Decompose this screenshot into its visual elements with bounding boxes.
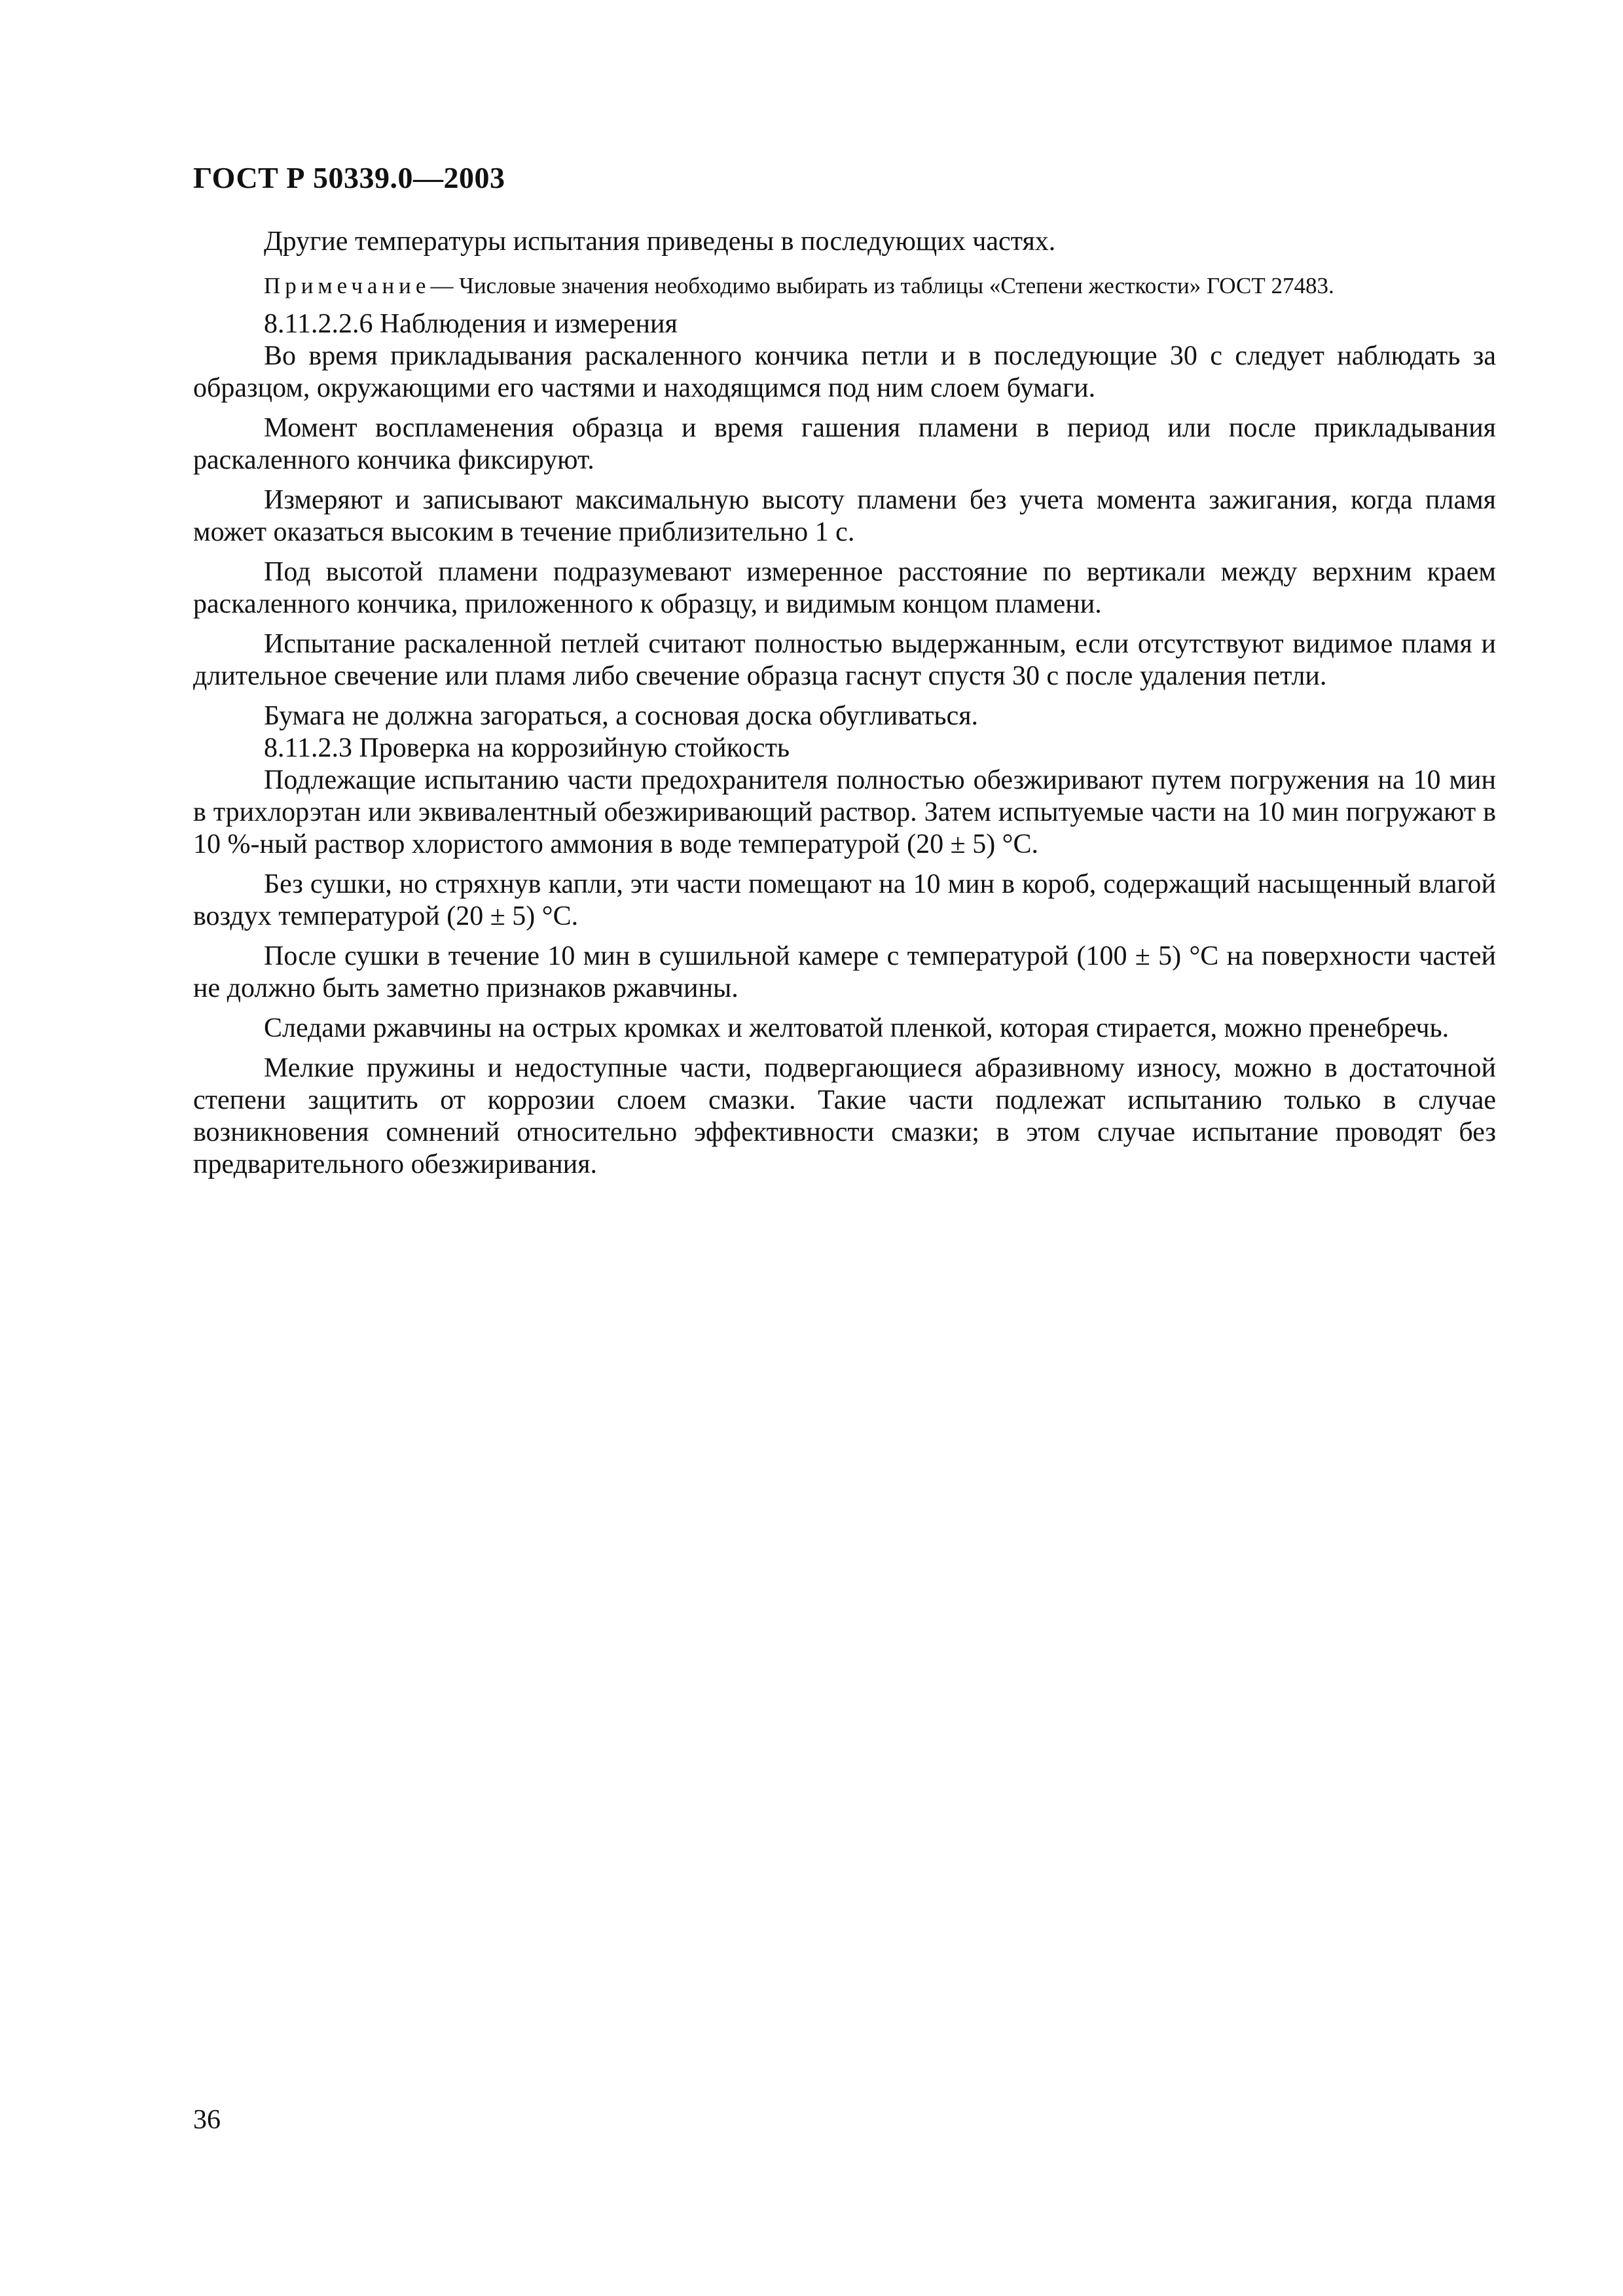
section-heading-observations: 8.11.2.2.6 Наблюдения и измерения: [264, 309, 678, 339]
section-heading-corrosion: 8.11.2.3 Проверка на коррозийную стойкость: [264, 733, 790, 763]
paragraph-drying-chamber: После сушки в течение 10 мин в сушильной камере с температурой (100 ± 5) °С на поверхности частей не должно быть заметно признаков ржавчины.: [193, 941, 1496, 1003]
paragraph-rust-traces: Следами ржавчины на острых кромках и желтоватой пленкой, которая стирается, можно пренебречь.: [264, 1013, 1450, 1043]
paragraph-humid-box: Без сушки, но стряхнув капли, эти части помещают на 10 мин в короб, содержащий насыщенный влагой воздух температурой (20 ± 5) °С.: [193, 869, 1496, 931]
paragraph-degreasing: Подлежащие испытанию части предохранителя полностью обезжиривают путем погружения на 10 мин в трихлорэтан или эквивалентный обезжиривающий раствор. Затем испытуемые части на 10 мин погружают в 10 %-ный раствор хлористого аммония в воде температурой (20 ± 5) °С.: [193, 765, 1496, 859]
page-number: 36: [193, 2105, 221, 2135]
paragraph-flame-height-definition: Под высотой пламени подразумевают измеренное расстояние по вертикали между верхним краем раскаленного кончика, приложенного к образцу, и видимым концом пламени.: [193, 557, 1496, 619]
paragraph-other-temperatures: Другие температуры испытания приведены в последующих частях.: [264, 226, 1056, 257]
note-paragraph: [193, 271, 1496, 300]
paragraph-test-passed: Испытание раскаленной петлей считают полностью выдержанным, если отсутствуют видимое пламя и длительное свечение или пламя либо свечение образца гаснут спустя 30 с после удаления петли.: [193, 629, 1496, 691]
note-label: Примечание: [264, 273, 431, 298]
document-header-code: ГОСТ Р 50339.0—2003: [193, 161, 505, 194]
paragraph-flame-height-measure: Измеряют и записывают максимальную высоту пламени без учета момента зажигания, когда пламя может оказаться высоким в течение приблизительно 1 с.: [193, 485, 1496, 547]
document-body: [193, 226, 1496, 1181]
note-text: — Числовые значения необходимо выбирать из таблицы «Степени жесткости» ГОСТ 27483.: [430, 273, 1334, 298]
paragraph-paper-board: Бумага не должна загораться, а сосновая доска обугливаться.: [264, 701, 979, 731]
paragraph-ignition-moment: Момент воспламенения образца и время гашения пламени в период или после прикладывания раскаленного кончика фиксируют.: [193, 413, 1496, 475]
paragraph-springs-grease: Мелкие пружины и недоступные части, подвергающиеся абразивному износу, можно в достаточной степени защитить от коррозии слоем смазки. Такие части подлежат испытанию только в случае возникновения сомнений относительно эффективности смазки; в этом случае испытание проводят без предварительного обезжиривания.: [193, 1053, 1496, 1179]
paragraph-observation-period: Во время прикладывания раскаленного кончика петли и в последующие 30 с следует наблюдать за образцом, окружающими его частями и находящимся под ним слоем бумаги.: [193, 341, 1496, 403]
